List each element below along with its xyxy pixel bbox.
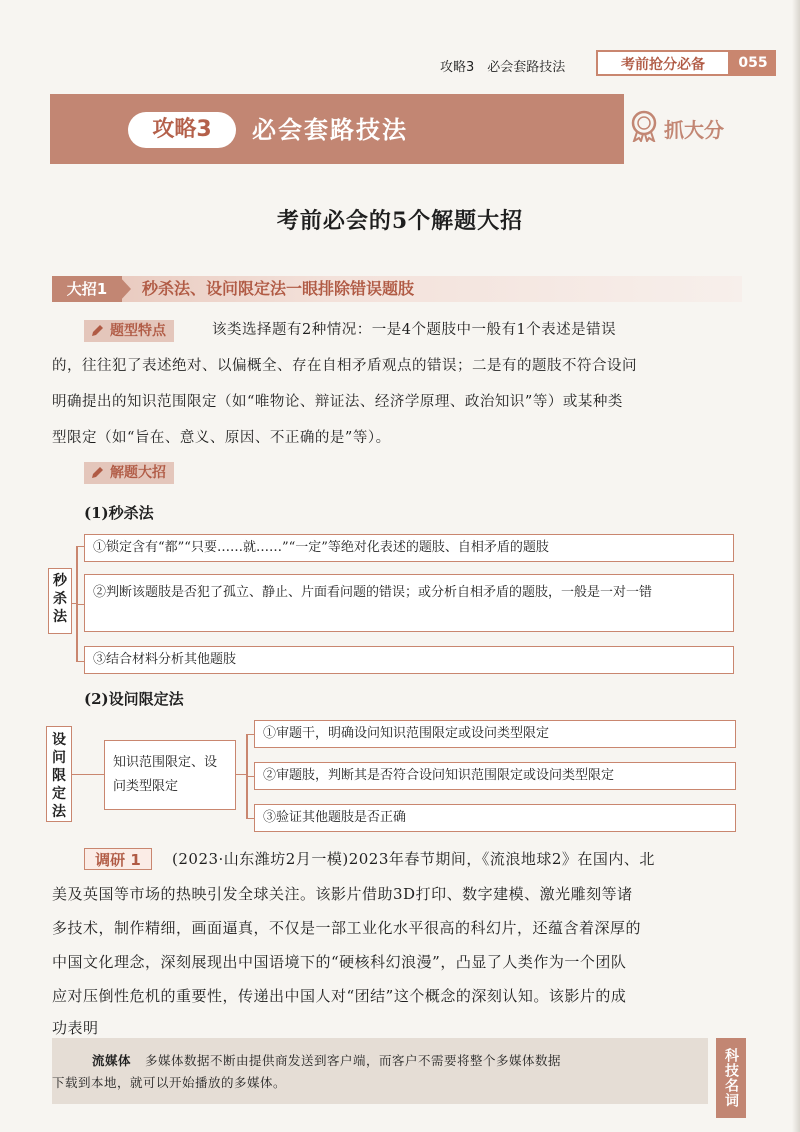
term-note-text [52,1050,692,1094]
xianding-item-1: ①审题干，明确设问知识范围限定或设问类型限定 [254,720,736,748]
miaosha-item-2: ②判断该题肢是否犯了孤立、静止、片面看问题的错误；或分析自相矛盾的题肢，一般是一对一错 [84,574,734,632]
connector [76,546,84,547]
research-line-6: 功表明 [52,1019,99,1037]
term-definition-2: 下载到本地，就可以开始播放的多媒体。 [52,1075,287,1090]
connector [246,818,254,819]
section-badge: 考前抢分必备 [596,50,730,76]
xianding-item-3: ③验证其他题肢是否正确 [254,804,736,832]
pencil-icon [90,324,104,338]
miaosha-item-1: ①锁定含有“都”“只要……就……”“一定”等绝对化表述的题肢、自相矛盾的题肢 [84,534,734,562]
research-line-4: 中国文化理念，深刻展现出中国语境下的“硬核科幻浪漫”，凸显了人类作为一个团队 [52,953,627,971]
type-line-2: 的，往往犯了表述绝对、以偏概全、存在自相矛盾观点的错误；二是有的题肢不符合设问 [52,358,637,374]
term-definition-1: 多媒体数据不断由提供商发送到客户端，而客户不需要将整个多媒体数据 [145,1053,562,1068]
term-name: 流媒体 [92,1053,132,1068]
method-label: 解题大招 [84,462,174,484]
xianding-item-2: ②审题肢，判断其是否符合设问知识范围限定或设问类型限定 [254,762,736,790]
side-tab: 科技名词 [716,1038,746,1118]
page-edge [792,0,800,1132]
xianding-label: 设问限定法 [46,726,72,822]
running-title: 攻略3 必会套路技法 [440,60,566,75]
banner-tag: 抓大分 [664,118,724,142]
research-line-5: 应对压倒性危机的重要性，传递出中国人对“团结”这个概念的深刻认知。该影片的成 [52,987,627,1005]
section-title: 秒杀法、设问限定法一眼排除错误题肢 [142,279,415,298]
chapter-title: 必会套路技法 [252,116,408,144]
research-line-2: 美及英国等市场的热映引发全球关注。该影片借助3D打印、数字建模、激光雕刻等诸 [52,885,633,903]
type-line-4: 型限定（如“旨在、意义、原因、不正确的是”等）。 [52,430,391,446]
research-tag: 调研 1 [84,848,152,870]
xianding-heading: (2)设问限定法 [84,690,184,708]
connector [246,734,254,735]
medal-icon [628,110,660,142]
type-line-3: 明确提出的知识范围限定（如“唯物论、辩证法、经济学原理、政治知识”等）或某种类 [52,394,623,410]
miaosha-heading: (1)秒杀法 [84,504,154,522]
pencil-icon [90,466,104,480]
miaosha-label: 秒杀法 [48,568,72,634]
type-label: 题型特点 [84,320,174,342]
section-tag: 大招1 [52,276,122,302]
connector [76,604,84,605]
page-title: 考前必会的5个解题大招 [276,208,524,234]
connector [246,776,254,777]
section-arrow-icon [119,276,131,302]
miaosha-item-3: ③结合材料分析其他题肢 [84,646,734,674]
research-line-3: 多技术，制作精细，画面逼真，不仅是一部工业化水平很高的科幻片，还蕴含着深厚的 [52,919,642,937]
connector [236,774,246,775]
connector [72,774,104,775]
connector [76,661,84,662]
type-line-1: 该类选择题有2种情况：一是4个题肢中一般有1个表述是错误 [212,322,617,338]
research-line-1: (2023·山东潍坊2月一模)2023年春节期间，《流浪地球2》在国内、北 [172,850,655,868]
page-number: 055 [730,50,776,76]
chapter-pill: 攻略3 [128,112,236,148]
xianding-middle: 知识范围限定、设问类型限定 [104,740,236,810]
